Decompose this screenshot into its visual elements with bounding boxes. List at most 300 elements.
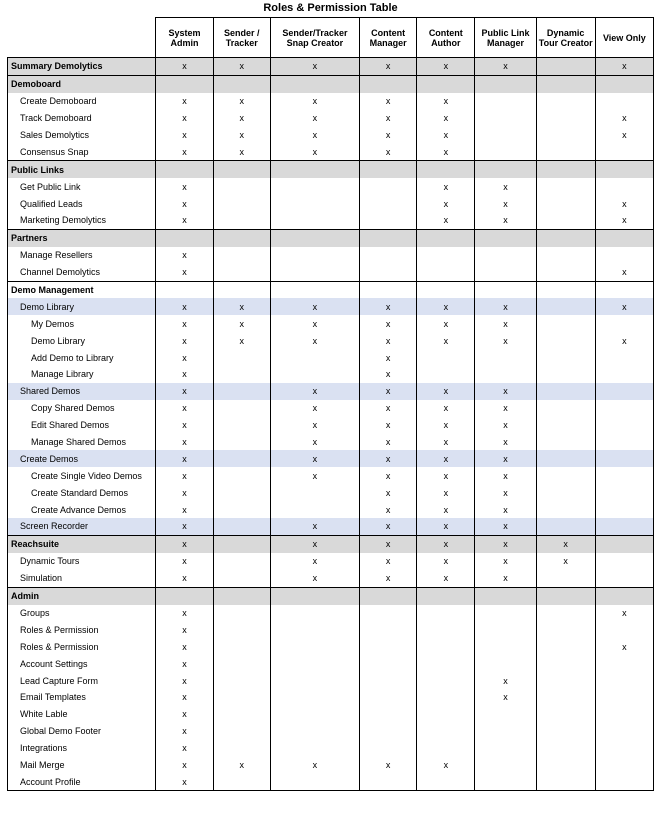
header-corner	[8, 18, 156, 58]
permission-cell	[595, 383, 653, 400]
permission-cell: x	[536, 535, 595, 552]
row-label: Groups	[8, 605, 156, 622]
permission-cell: x	[156, 773, 213, 790]
row-label: Shared Demos	[8, 383, 156, 400]
permission-cell	[536, 723, 595, 740]
permission-cell: x	[270, 518, 359, 535]
table-row	[8, 723, 654, 740]
permission-cell	[475, 638, 536, 655]
permission-cell: x	[156, 757, 213, 774]
permission-cell: x	[156, 638, 213, 655]
column-header: System Admin	[156, 18, 213, 58]
permission-cell: x	[270, 383, 359, 400]
row-label: Roles & Permission	[8, 621, 156, 638]
permission-cell: x	[156, 143, 213, 160]
table-row	[8, 332, 654, 349]
permission-cell: x	[270, 143, 359, 160]
permission-cell	[270, 672, 359, 689]
permission-cell: x	[417, 58, 475, 76]
row-label: Demo Management	[8, 281, 156, 298]
row-label: My Demos	[8, 315, 156, 332]
permission-cell: x	[360, 450, 417, 467]
permission-cell: x	[360, 553, 417, 570]
table-row	[8, 315, 654, 332]
permission-cell: x	[156, 247, 213, 264]
permission-cell	[417, 605, 475, 622]
permission-cell: x	[156, 553, 213, 570]
row-label: Manage Library	[8, 366, 156, 383]
permission-cell	[536, 349, 595, 366]
permission-cell: x	[475, 450, 536, 467]
permission-cell	[536, 621, 595, 638]
permission-cell	[270, 229, 359, 246]
permission-cell: x	[475, 689, 536, 706]
permission-cell: x	[270, 332, 359, 349]
permission-cell	[475, 773, 536, 790]
permission-cell: x	[475, 195, 536, 212]
permission-cell: x	[270, 553, 359, 570]
permission-cell: x	[156, 605, 213, 622]
permission-cell: x	[270, 450, 359, 467]
permission-cell: x	[213, 298, 270, 315]
permission-cell: x	[417, 178, 475, 195]
permission-cell	[475, 127, 536, 144]
table-row	[8, 450, 654, 467]
row-label: Partners	[8, 229, 156, 246]
permission-cell	[536, 366, 595, 383]
row-label: Qualified Leads	[8, 195, 156, 212]
table-row	[8, 773, 654, 790]
permission-cell: x	[156, 672, 213, 689]
permission-cell	[213, 706, 270, 723]
permission-cell	[595, 75, 653, 92]
table-row	[8, 178, 654, 195]
permission-cell: x	[156, 723, 213, 740]
permission-cell: x	[417, 127, 475, 144]
permission-cell	[536, 281, 595, 298]
row-label: Reachsuite	[8, 535, 156, 552]
permission-cell	[156, 161, 213, 178]
permission-cell	[417, 689, 475, 706]
table-row	[8, 93, 654, 110]
row-label: Manage Shared Demos	[8, 434, 156, 451]
permission-cell: x	[417, 553, 475, 570]
permission-cell	[213, 212, 270, 229]
permission-cell: x	[213, 315, 270, 332]
row-label: Mail Merge	[8, 757, 156, 774]
permission-cell	[595, 178, 653, 195]
permission-cell	[213, 655, 270, 672]
permission-cell	[270, 723, 359, 740]
permission-cell: x	[475, 501, 536, 518]
permission-cell	[270, 587, 359, 604]
permission-cell	[417, 740, 475, 757]
column-header: Dynamic Tour Creator	[536, 18, 595, 58]
permission-cell: x	[360, 315, 417, 332]
permission-cell: x	[156, 298, 213, 315]
permission-cell: x	[156, 501, 213, 518]
section-row	[8, 161, 654, 178]
permission-cell: x	[417, 110, 475, 127]
row-label: Account Profile	[8, 773, 156, 790]
permission-cell: x	[360, 332, 417, 349]
permission-cell	[360, 723, 417, 740]
permission-cell	[536, 740, 595, 757]
table-row	[8, 621, 654, 638]
permission-cell: x	[360, 349, 417, 366]
permission-cell: x	[595, 638, 653, 655]
permission-cell	[475, 247, 536, 264]
permission-cell	[360, 638, 417, 655]
permission-cell	[417, 587, 475, 604]
permission-cell	[270, 161, 359, 178]
permission-cell: x	[475, 178, 536, 195]
table-row	[8, 110, 654, 127]
permission-cell	[536, 143, 595, 160]
table-row	[8, 434, 654, 451]
table-row	[8, 298, 654, 315]
permission-cell	[536, 518, 595, 535]
permission-cell: x	[475, 535, 536, 552]
permission-cell: x	[360, 417, 417, 434]
table-row	[8, 757, 654, 774]
permission-cell	[213, 434, 270, 451]
permission-cell	[475, 740, 536, 757]
permission-cell: x	[213, 757, 270, 774]
row-label: Roles & Permission	[8, 638, 156, 655]
permission-cell: x	[156, 535, 213, 552]
page-title: Roles & Permission Table	[263, 2, 398, 14]
permission-cell: x	[156, 740, 213, 757]
permission-cell: x	[417, 298, 475, 315]
row-label: Demo Library	[8, 332, 156, 349]
permission-cell	[475, 723, 536, 740]
permission-cell	[213, 740, 270, 757]
permission-cell	[536, 110, 595, 127]
permission-cell	[270, 773, 359, 790]
row-label: Email Templates	[8, 689, 156, 706]
permission-cell	[595, 740, 653, 757]
permission-cell: x	[156, 93, 213, 110]
permission-cell	[360, 587, 417, 604]
permission-cell	[475, 281, 536, 298]
permission-cell: x	[360, 467, 417, 484]
permission-cell	[270, 621, 359, 638]
table-row	[8, 672, 654, 689]
permission-cell: x	[595, 127, 653, 144]
permission-cell	[213, 349, 270, 366]
permission-cell	[595, 535, 653, 552]
permission-cell	[213, 672, 270, 689]
permission-cell: x	[156, 127, 213, 144]
permission-cell	[270, 638, 359, 655]
permission-cell	[536, 229, 595, 246]
permission-cell: x	[595, 332, 653, 349]
row-label: Create Demoboard	[8, 93, 156, 110]
permission-cell	[536, 672, 595, 689]
permission-cell	[536, 400, 595, 417]
permission-cell: x	[475, 570, 536, 587]
permission-cell: x	[417, 93, 475, 110]
row-label: Lead Capture Form	[8, 672, 156, 689]
permission-cell: x	[475, 467, 536, 484]
row-label: Create Standard Demos	[8, 484, 156, 501]
permission-cell	[536, 587, 595, 604]
permission-cell	[595, 161, 653, 178]
permission-cell: x	[156, 178, 213, 195]
permission-cell: x	[475, 434, 536, 451]
permission-cell	[360, 672, 417, 689]
permission-cell	[213, 247, 270, 264]
permission-cell	[213, 75, 270, 92]
permission-cell	[213, 689, 270, 706]
permission-cell	[536, 434, 595, 451]
permission-cell	[417, 229, 475, 246]
permission-cell	[595, 706, 653, 723]
permission-cell	[536, 127, 595, 144]
permission-cell: x	[417, 315, 475, 332]
permission-cell	[156, 587, 213, 604]
section-row	[8, 229, 654, 246]
permission-cell	[417, 655, 475, 672]
permission-cell: x	[475, 672, 536, 689]
permission-cell	[213, 723, 270, 740]
table-row	[8, 501, 654, 518]
permission-cell	[213, 553, 270, 570]
permission-cell	[536, 417, 595, 434]
permission-cell	[270, 264, 359, 281]
permission-cell	[595, 689, 653, 706]
permission-cell: x	[156, 484, 213, 501]
permission-cell: x	[156, 467, 213, 484]
table-row	[8, 570, 654, 587]
row-label: Create Single Video Demos	[8, 467, 156, 484]
permission-cell	[595, 773, 653, 790]
permission-cell	[595, 349, 653, 366]
permission-cell	[213, 605, 270, 622]
permission-cell: x	[417, 383, 475, 400]
row-label: Create Demos	[8, 450, 156, 467]
table-row	[8, 212, 654, 229]
permission-cell	[213, 587, 270, 604]
permission-cell: x	[270, 535, 359, 552]
permission-cell	[270, 740, 359, 757]
permission-cell: x	[360, 58, 417, 76]
permission-cell	[595, 621, 653, 638]
permission-cell: x	[213, 110, 270, 127]
permission-cell: x	[417, 400, 475, 417]
permission-cell	[595, 229, 653, 246]
permission-cell	[270, 706, 359, 723]
permission-cell: x	[417, 518, 475, 535]
permission-cell: x	[156, 434, 213, 451]
permission-cell: x	[156, 450, 213, 467]
permission-cell: x	[156, 400, 213, 417]
permission-cell	[213, 501, 270, 518]
permission-cell: x	[360, 383, 417, 400]
permission-cell: x	[475, 417, 536, 434]
permission-cell	[475, 706, 536, 723]
row-label: Public Links	[8, 161, 156, 178]
section-row	[8, 58, 654, 76]
permission-cell	[475, 161, 536, 178]
permission-cell: x	[360, 501, 417, 518]
permission-cell	[360, 264, 417, 281]
permission-cell	[475, 366, 536, 383]
permission-cell: x	[270, 757, 359, 774]
permission-cell	[213, 161, 270, 178]
permission-cell	[595, 434, 653, 451]
permission-cell	[475, 757, 536, 774]
permission-cell	[213, 264, 270, 281]
permission-cell: x	[156, 349, 213, 366]
permission-cell	[270, 349, 359, 366]
permission-cell	[213, 570, 270, 587]
permission-cell: x	[156, 621, 213, 638]
table-row	[8, 689, 654, 706]
permission-cell: x	[156, 110, 213, 127]
permission-cell	[360, 247, 417, 264]
permission-cell	[595, 417, 653, 434]
table-row	[8, 247, 654, 264]
permission-cell	[536, 332, 595, 349]
permission-cell	[595, 247, 653, 264]
permission-cell	[475, 93, 536, 110]
permission-cell: x	[417, 434, 475, 451]
permission-cell: x	[475, 315, 536, 332]
permission-cell: x	[270, 127, 359, 144]
row-label: Get Public Link	[8, 178, 156, 195]
permission-cell: x	[475, 400, 536, 417]
column-header: Sender / Tracker	[213, 18, 270, 58]
permission-cell	[536, 638, 595, 655]
permission-cell: x	[595, 110, 653, 127]
permission-cell	[156, 229, 213, 246]
section-row	[8, 587, 654, 604]
permission-cell: x	[270, 570, 359, 587]
permission-cell	[536, 484, 595, 501]
permission-cell	[417, 621, 475, 638]
permission-cell: x	[156, 264, 213, 281]
permission-cell	[360, 655, 417, 672]
section-row	[8, 281, 654, 298]
permission-cell	[595, 400, 653, 417]
permission-cell	[360, 161, 417, 178]
permission-cell: x	[360, 570, 417, 587]
permission-cell: x	[475, 58, 536, 76]
permission-cell	[270, 655, 359, 672]
permission-cell	[536, 264, 595, 281]
permission-cell	[475, 349, 536, 366]
permission-cell: x	[156, 383, 213, 400]
permission-cell	[475, 621, 536, 638]
permission-cell	[156, 75, 213, 92]
permission-cell: x	[156, 570, 213, 587]
permission-cell: x	[595, 212, 653, 229]
permission-cell: x	[360, 535, 417, 552]
permission-cell	[595, 467, 653, 484]
permission-cell	[213, 621, 270, 638]
permission-cell: x	[595, 58, 653, 76]
permission-cell	[417, 706, 475, 723]
column-header: View Only	[595, 18, 653, 58]
table-row	[8, 467, 654, 484]
permission-cell	[595, 315, 653, 332]
permission-cell	[475, 264, 536, 281]
permission-cell: x	[270, 467, 359, 484]
row-label: Account Settings	[8, 655, 156, 672]
permission-cell	[417, 366, 475, 383]
permission-cell	[213, 383, 270, 400]
permission-cell	[360, 212, 417, 229]
permission-cell: x	[156, 706, 213, 723]
row-label: Global Demo Footer	[8, 723, 156, 740]
permission-cell	[417, 723, 475, 740]
permission-cell	[595, 757, 653, 774]
table-row	[8, 518, 654, 535]
row-label: Dynamic Tours	[8, 553, 156, 570]
permission-cell	[270, 212, 359, 229]
permission-cell	[417, 247, 475, 264]
row-label: Integrations	[8, 740, 156, 757]
permission-cell	[595, 143, 653, 160]
permission-cell	[213, 518, 270, 535]
permission-cell	[270, 195, 359, 212]
permission-cell	[270, 605, 359, 622]
permission-cell	[536, 75, 595, 92]
permission-cell	[213, 467, 270, 484]
permission-cell	[270, 689, 359, 706]
permission-cell	[475, 75, 536, 92]
permission-cell	[595, 553, 653, 570]
permission-cell	[270, 484, 359, 501]
permission-cell	[536, 605, 595, 622]
permission-cell	[536, 212, 595, 229]
permission-cell: x	[417, 212, 475, 229]
permission-cell: x	[417, 467, 475, 484]
permission-cell	[595, 366, 653, 383]
permission-cell: x	[360, 298, 417, 315]
row-label: Demo Library	[8, 298, 156, 315]
header-row	[8, 18, 654, 58]
permission-cell	[536, 706, 595, 723]
row-label: Screen Recorder	[8, 518, 156, 535]
permission-cell: x	[270, 400, 359, 417]
permission-cell	[475, 655, 536, 672]
permission-cell	[360, 740, 417, 757]
permission-cell	[270, 281, 359, 298]
permission-cell	[536, 757, 595, 774]
permission-cell: x	[360, 127, 417, 144]
permission-cell	[360, 229, 417, 246]
permission-cell	[475, 143, 536, 160]
permission-cell	[360, 195, 417, 212]
column-header: Content Author	[417, 18, 475, 58]
permission-cell: x	[475, 212, 536, 229]
permission-cell	[536, 570, 595, 587]
table-row	[8, 655, 654, 672]
permission-cell	[595, 518, 653, 535]
permission-cell	[213, 773, 270, 790]
permission-cell	[475, 110, 536, 127]
permission-cell	[417, 281, 475, 298]
permission-cell	[536, 773, 595, 790]
permission-cell: x	[213, 332, 270, 349]
permission-cell: x	[270, 417, 359, 434]
permission-cell	[595, 570, 653, 587]
permission-cell	[360, 605, 417, 622]
permission-cell: x	[156, 195, 213, 212]
